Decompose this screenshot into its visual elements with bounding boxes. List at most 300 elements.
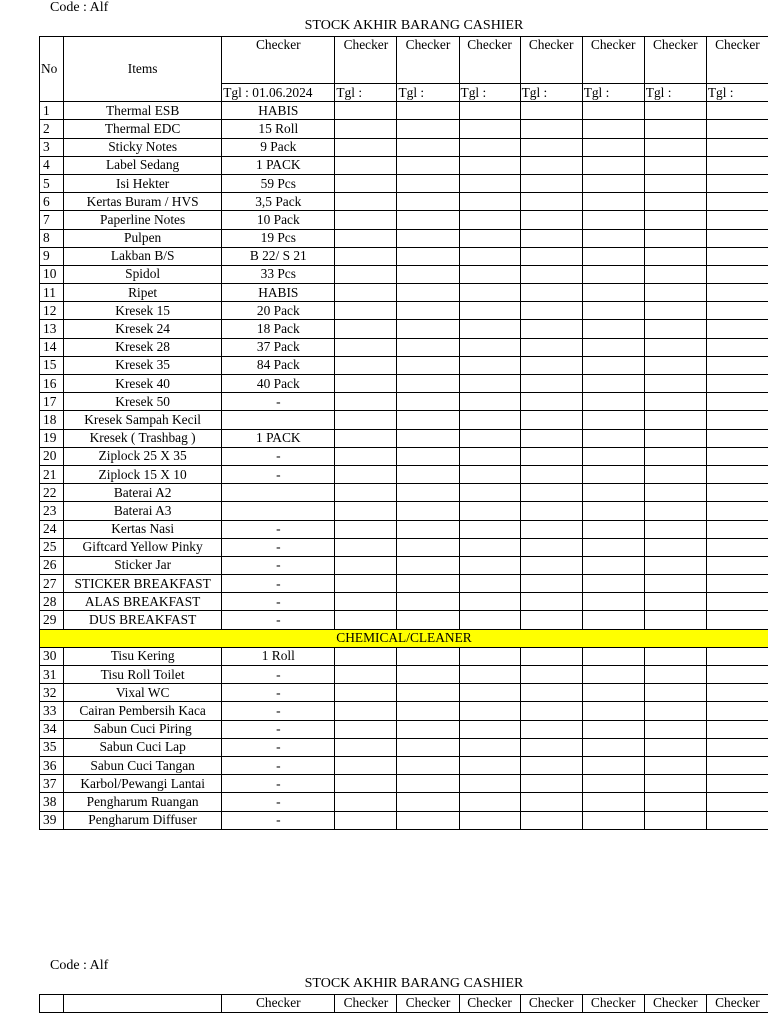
checker-cell xyxy=(397,811,459,829)
stock-value: - xyxy=(222,593,335,611)
item-name: Kresek ( Trashbag ) xyxy=(64,429,222,447)
items-header-cell xyxy=(64,995,222,1013)
checker-cell xyxy=(397,375,459,393)
checker-cell xyxy=(582,811,644,829)
table-row xyxy=(40,447,768,465)
checker-cell xyxy=(582,393,644,411)
checker-cell xyxy=(582,502,644,520)
checker-cell xyxy=(644,775,706,793)
checker-header: Checker xyxy=(706,995,768,1013)
checker-cell xyxy=(582,556,644,574)
stock-value: - xyxy=(222,520,335,538)
checker-cell xyxy=(459,138,520,156)
sheet-title: STOCK AKHIR BARANG CASHIER xyxy=(304,18,524,33)
item-name: Ziplock 15 X 10 xyxy=(64,465,222,483)
item-name: Giftcard Yellow Pinky xyxy=(64,538,222,556)
checker-cell xyxy=(335,465,397,483)
checker-header: Checker xyxy=(459,995,520,1013)
checker-cell xyxy=(706,702,768,720)
item-name: Pengharum Ruangan xyxy=(64,793,222,811)
sheet-title-page2: STOCK AKHIR BARANG CASHIER xyxy=(304,976,524,991)
item-name: Kresek 50 xyxy=(64,393,222,411)
checker-cell xyxy=(335,156,397,174)
table-row xyxy=(40,502,768,520)
checker-cell xyxy=(582,575,644,593)
row-number: 22 xyxy=(40,484,64,502)
checker-cell xyxy=(520,138,582,156)
table-row xyxy=(40,702,768,720)
date-header: Tgl : xyxy=(582,84,644,102)
table-row xyxy=(40,265,768,283)
table-row xyxy=(40,484,768,502)
row-number: 9 xyxy=(40,247,64,265)
row-number: 25 xyxy=(40,538,64,556)
checker-cell xyxy=(706,793,768,811)
row-number: 6 xyxy=(40,193,64,211)
checker-cell xyxy=(335,411,397,429)
item-name: Karbol/Pewangi Lantai xyxy=(64,775,222,793)
checker-cell xyxy=(644,320,706,338)
checker-cell xyxy=(335,575,397,593)
row-number: 37 xyxy=(40,775,64,793)
checker-cell xyxy=(397,538,459,556)
checker-cell xyxy=(397,120,459,138)
checker-cell xyxy=(335,720,397,738)
checker-cell xyxy=(644,447,706,465)
checker-header: Checker xyxy=(335,37,397,84)
item-name: Isi Hekter xyxy=(64,174,222,192)
checker-header: Checker xyxy=(222,37,335,84)
row-number: 3 xyxy=(40,138,64,156)
checker-cell xyxy=(582,793,644,811)
checker-cell xyxy=(335,502,397,520)
stock-value: 19 Pcs xyxy=(222,229,335,247)
checker-header: Checker xyxy=(582,995,644,1013)
checker-cell xyxy=(397,411,459,429)
checker-cell xyxy=(520,502,582,520)
checker-cell xyxy=(397,756,459,774)
checker-cell xyxy=(706,102,768,120)
item-name: Kresek 24 xyxy=(64,320,222,338)
checker-cell xyxy=(459,284,520,302)
checker-cell xyxy=(397,647,459,665)
row-number: 36 xyxy=(40,756,64,774)
checker-cell xyxy=(520,520,582,538)
row-number: 2 xyxy=(40,120,64,138)
checker-cell xyxy=(335,375,397,393)
checker-cell xyxy=(520,284,582,302)
row-number: 27 xyxy=(40,575,64,593)
checker-cell xyxy=(335,593,397,611)
stock-value: - xyxy=(222,720,335,738)
checker-cell xyxy=(459,120,520,138)
checker-cell xyxy=(397,356,459,374)
checker-cell xyxy=(582,611,644,629)
item-name: Spidol xyxy=(64,265,222,283)
checker-cell xyxy=(459,775,520,793)
checker-header: Checker xyxy=(397,37,459,84)
checker-cell xyxy=(459,556,520,574)
row-number: 35 xyxy=(40,738,64,756)
row-number: 13 xyxy=(40,320,64,338)
checker-cell xyxy=(520,411,582,429)
stock-value: 9 Pack xyxy=(222,138,335,156)
stock-table xyxy=(39,36,768,830)
item-name: STICKER BREAKFAST xyxy=(64,575,222,593)
checker-cell xyxy=(706,211,768,229)
stock-value: - xyxy=(222,793,335,811)
checker-cell xyxy=(459,702,520,720)
row-number: 11 xyxy=(40,284,64,302)
checker-cell xyxy=(706,684,768,702)
table-row xyxy=(40,247,768,265)
date-header: Tgl : xyxy=(459,84,520,102)
checker-header: Checker xyxy=(520,37,582,84)
row-number: 15 xyxy=(40,356,64,374)
checker-cell xyxy=(459,575,520,593)
checker-cell xyxy=(397,429,459,447)
checker-cell xyxy=(706,284,768,302)
table-row xyxy=(40,193,768,211)
checker-cell xyxy=(397,338,459,356)
table-row xyxy=(40,229,768,247)
item-name: Ziplock 25 X 35 xyxy=(64,447,222,465)
checker-cell xyxy=(397,320,459,338)
checker-cell xyxy=(582,684,644,702)
stock-value: 20 Pack xyxy=(222,302,335,320)
checker-cell xyxy=(459,375,520,393)
checker-cell xyxy=(335,666,397,684)
checker-cell xyxy=(335,447,397,465)
item-name: Kertas Buram / HVS xyxy=(64,193,222,211)
row-number: 26 xyxy=(40,556,64,574)
checker-cell xyxy=(397,229,459,247)
item-name: Ripet xyxy=(64,284,222,302)
checker-cell xyxy=(520,647,582,665)
checker-cell xyxy=(459,393,520,411)
checker-cell xyxy=(335,265,397,283)
stock-value: 37 Pack xyxy=(222,338,335,356)
checker-cell xyxy=(644,756,706,774)
item-name: Kresek 35 xyxy=(64,356,222,374)
item-name: Kresek Sampah Kecil xyxy=(64,411,222,429)
checker-cell xyxy=(644,265,706,283)
stock-value: 59 Pcs xyxy=(222,174,335,192)
row-number: 18 xyxy=(40,411,64,429)
checker-cell xyxy=(335,484,397,502)
checker-cell xyxy=(582,593,644,611)
table-row xyxy=(40,520,768,538)
checker-cell xyxy=(644,738,706,756)
checker-cell xyxy=(582,120,644,138)
checker-cell xyxy=(644,611,706,629)
checker-cell xyxy=(706,811,768,829)
checker-cell xyxy=(335,684,397,702)
checker-cell xyxy=(459,193,520,211)
row-number: 8 xyxy=(40,229,64,247)
checker-cell xyxy=(706,502,768,520)
item-name: Baterai A3 xyxy=(64,502,222,520)
checker-cell xyxy=(459,738,520,756)
checker-cell xyxy=(520,265,582,283)
checker-cell xyxy=(582,465,644,483)
items-header: Items xyxy=(64,37,222,102)
table-row xyxy=(40,465,768,483)
stock-value: - xyxy=(222,775,335,793)
checker-cell xyxy=(582,756,644,774)
checker-cell xyxy=(582,775,644,793)
checker-cell xyxy=(335,738,397,756)
checker-cell xyxy=(459,502,520,520)
checker-cell xyxy=(335,284,397,302)
checker-cell xyxy=(706,447,768,465)
checker-cell xyxy=(706,156,768,174)
checker-cell xyxy=(397,738,459,756)
checker-cell xyxy=(459,520,520,538)
checker-cell xyxy=(582,666,644,684)
checker-cell xyxy=(459,447,520,465)
checker-cell xyxy=(459,720,520,738)
checker-cell xyxy=(644,666,706,684)
checker-cell xyxy=(397,702,459,720)
checker-cell xyxy=(397,502,459,520)
checker-cell xyxy=(459,265,520,283)
checker-cell xyxy=(582,247,644,265)
table-row xyxy=(40,102,768,120)
checker-cell xyxy=(397,575,459,593)
table-row xyxy=(40,575,768,593)
checker-cell xyxy=(644,429,706,447)
item-name: Lakban B/S xyxy=(64,247,222,265)
checker-cell xyxy=(335,356,397,374)
checker-cell xyxy=(644,647,706,665)
checker-cell xyxy=(644,702,706,720)
checker-header: Checker xyxy=(644,995,706,1013)
checker-cell xyxy=(335,647,397,665)
checker-cell xyxy=(335,775,397,793)
checker-header: Checker xyxy=(520,995,582,1013)
checker-cell xyxy=(520,465,582,483)
checker-cell xyxy=(397,465,459,483)
checker-cell xyxy=(520,447,582,465)
date-header: Tgl : xyxy=(397,84,459,102)
checker-cell xyxy=(644,356,706,374)
stock-value: 1 PACK xyxy=(222,429,335,447)
table-row xyxy=(40,738,768,756)
checker-cell xyxy=(335,538,397,556)
checker-cell xyxy=(582,211,644,229)
item-name: Tisu Roll Toilet xyxy=(64,666,222,684)
checker-cell xyxy=(335,102,397,120)
date-header: Tgl : xyxy=(706,84,768,102)
checker-cell xyxy=(335,702,397,720)
checker-cell xyxy=(582,538,644,556)
stock-value: - xyxy=(222,811,335,829)
stock-value xyxy=(222,411,335,429)
checker-cell xyxy=(582,265,644,283)
checker-cell xyxy=(520,247,582,265)
table-row xyxy=(40,211,768,229)
checker-cell xyxy=(397,302,459,320)
checker-cell xyxy=(706,320,768,338)
stock-value: - xyxy=(222,393,335,411)
checker-cell xyxy=(459,684,520,702)
checker-header: Checker xyxy=(582,37,644,84)
item-name: Sticker Jar xyxy=(64,556,222,574)
row-number: 34 xyxy=(40,720,64,738)
stock-value: 1 PACK xyxy=(222,156,335,174)
checker-cell xyxy=(397,265,459,283)
checker-cell xyxy=(335,211,397,229)
checker-cell xyxy=(335,520,397,538)
checker-header: Checker xyxy=(222,995,335,1013)
item-name: Thermal EDC xyxy=(64,120,222,138)
checker-cell xyxy=(459,320,520,338)
date-header: Tgl : xyxy=(644,84,706,102)
checker-cell xyxy=(706,720,768,738)
checker-cell xyxy=(520,702,582,720)
checker-cell xyxy=(459,302,520,320)
stock-value: - xyxy=(222,447,335,465)
code-label: Code : Alf xyxy=(50,0,109,15)
item-name: Sabun Cuci Lap xyxy=(64,738,222,756)
row-number: 12 xyxy=(40,302,64,320)
checker-cell xyxy=(582,429,644,447)
stock-value: - xyxy=(222,738,335,756)
checker-cell xyxy=(706,647,768,665)
row-number: 7 xyxy=(40,211,64,229)
table-row xyxy=(40,793,768,811)
checker-cell xyxy=(644,575,706,593)
checker-cell xyxy=(644,247,706,265)
checker-cell xyxy=(520,211,582,229)
row-number: 4 xyxy=(40,156,64,174)
checker-cell xyxy=(706,356,768,374)
item-name: Kresek 40 xyxy=(64,375,222,393)
checker-cell xyxy=(644,502,706,520)
checker-cell xyxy=(644,156,706,174)
item-name: Kresek 28 xyxy=(64,338,222,356)
checker-cell xyxy=(459,247,520,265)
stock-value: - xyxy=(222,575,335,593)
date-header: Tgl : 01.06.2024 xyxy=(222,84,335,102)
table-row xyxy=(40,666,768,684)
checker-header: Checker xyxy=(644,37,706,84)
checker-cell xyxy=(706,575,768,593)
stock-value: 84 Pack xyxy=(222,356,335,374)
checker-cell xyxy=(335,174,397,192)
stock-value: - xyxy=(222,611,335,629)
stock-value xyxy=(222,502,335,520)
checker-cell xyxy=(459,756,520,774)
checker-cell xyxy=(706,247,768,265)
stock-value: - xyxy=(222,465,335,483)
checker-cell xyxy=(582,702,644,720)
checker-cell xyxy=(644,174,706,192)
checker-cell xyxy=(459,156,520,174)
table-row xyxy=(40,611,768,629)
checker-cell xyxy=(582,356,644,374)
checker-header: Checker xyxy=(706,37,768,84)
checker-cell xyxy=(397,447,459,465)
checker-cell xyxy=(644,556,706,574)
checker-cell xyxy=(706,593,768,611)
no-header: No xyxy=(40,37,64,102)
checker-cell xyxy=(335,556,397,574)
checker-cell xyxy=(520,775,582,793)
no-header-cell xyxy=(40,995,64,1013)
item-name: Kertas Nasi xyxy=(64,520,222,538)
header-row-checker xyxy=(40,37,768,84)
checker-cell xyxy=(459,647,520,665)
stock-value: HABIS xyxy=(222,102,335,120)
checker-cell xyxy=(397,666,459,684)
stock-value: - xyxy=(222,702,335,720)
checker-cell xyxy=(459,538,520,556)
checker-cell xyxy=(582,229,644,247)
checker-cell xyxy=(459,793,520,811)
row-number: 28 xyxy=(40,593,64,611)
checker-cell xyxy=(520,302,582,320)
checker-cell xyxy=(459,666,520,684)
table-row xyxy=(40,538,768,556)
row-number: 38 xyxy=(40,793,64,811)
checker-cell xyxy=(706,611,768,629)
section-row xyxy=(40,629,768,647)
checker-cell xyxy=(582,156,644,174)
row-number: 31 xyxy=(40,666,64,684)
checker-cell xyxy=(335,338,397,356)
stock-value: B 22/ S 21 xyxy=(222,247,335,265)
checker-header: Checker xyxy=(459,37,520,84)
checker-cell xyxy=(582,320,644,338)
checker-cell xyxy=(644,520,706,538)
checker-cell xyxy=(397,720,459,738)
checker-cell xyxy=(459,429,520,447)
checker-cell xyxy=(706,302,768,320)
stock-value: 40 Pack xyxy=(222,375,335,393)
checker-cell xyxy=(706,265,768,283)
item-name: Cairan Pembersih Kaca xyxy=(64,702,222,720)
item-name: Sabun Cuci Piring xyxy=(64,720,222,738)
row-number: 5 xyxy=(40,174,64,192)
checker-cell xyxy=(520,174,582,192)
stock-value: 15 Roll xyxy=(222,120,335,138)
checker-cell xyxy=(582,174,644,192)
checker-cell xyxy=(520,229,582,247)
checker-cell xyxy=(459,465,520,483)
item-name: Sticky Notes xyxy=(64,138,222,156)
checker-cell xyxy=(706,120,768,138)
table-row xyxy=(40,411,768,429)
checker-cell xyxy=(706,338,768,356)
checker-cell xyxy=(520,193,582,211)
header-row-checker-page2 xyxy=(40,995,768,1013)
item-name: Baterai A2 xyxy=(64,484,222,502)
checker-cell xyxy=(459,356,520,374)
table-row xyxy=(40,720,768,738)
checker-cell xyxy=(706,520,768,538)
checker-cell xyxy=(644,484,706,502)
table-row xyxy=(40,429,768,447)
checker-cell xyxy=(397,174,459,192)
checker-cell xyxy=(520,556,582,574)
checker-cell xyxy=(644,193,706,211)
stock-value: - xyxy=(222,756,335,774)
row-number: 14 xyxy=(40,338,64,356)
checker-cell xyxy=(459,211,520,229)
checker-cell xyxy=(520,684,582,702)
